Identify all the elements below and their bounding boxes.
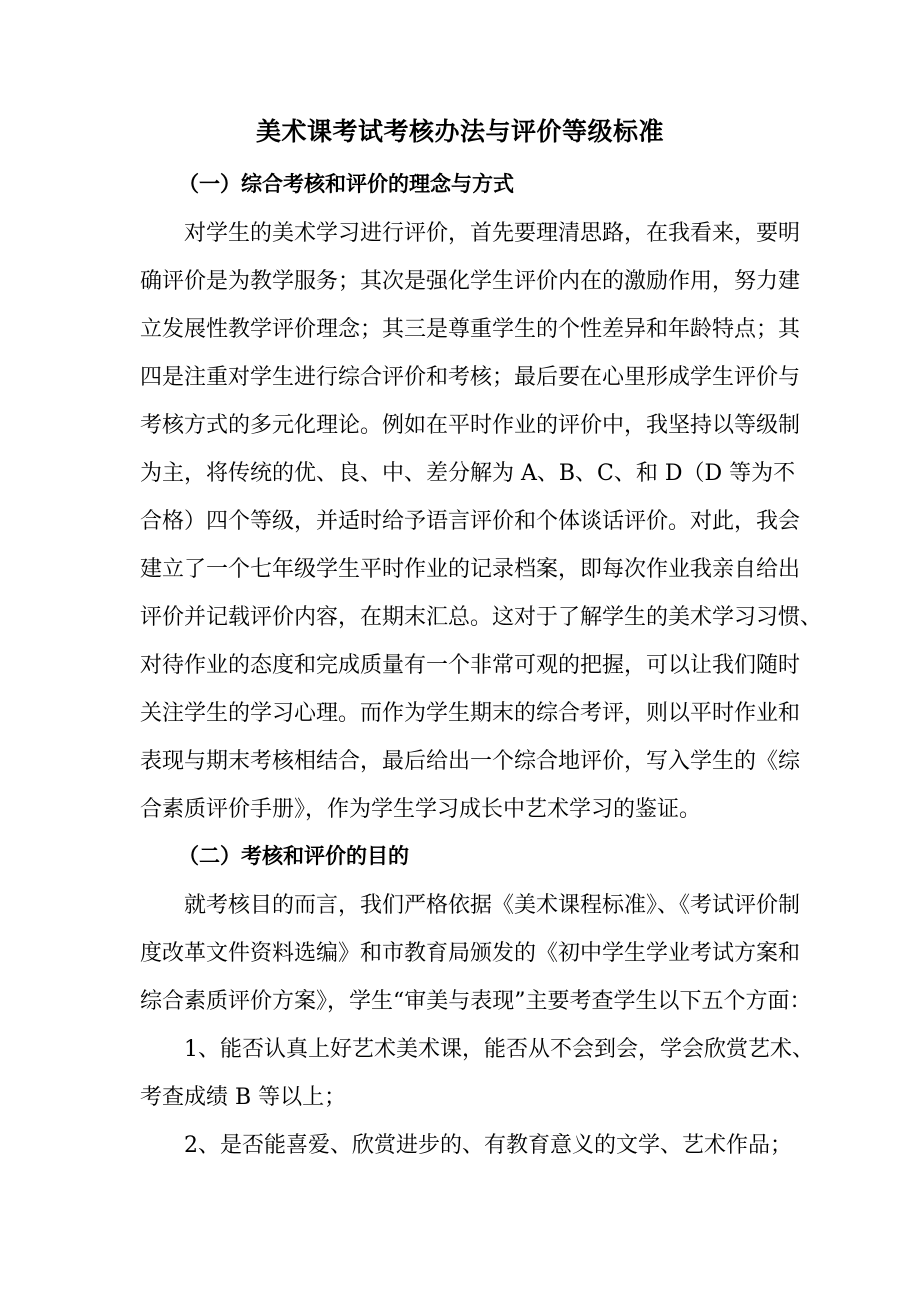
paragraph-line: 考查成绩 B 等以上； — [140, 1085, 347, 1110]
list-item-2 — [140, 1122, 792, 1170]
paragraph-line: 度改革文件资料选编》和市教育局颁发的《初中学生学业考试方案和 — [140, 941, 801, 966]
section-1-paragraph — [140, 210, 823, 834]
list-item-1 — [140, 1026, 814, 1122]
paragraph-line: 建立了一个七年级学生平时作业的记录档案，即每次作业我亲自给出 — [140, 557, 801, 582]
paragraph-line: 对待作业的态度和完成质量有一个非常可观的把握，可以让我们随时 — [140, 653, 801, 678]
paragraph-line: 综合素质评价方案》，学生“审美与表现”主要考查学生以下五个方面： — [140, 989, 812, 1014]
paragraph-line: 合格）四个等级，并适时给予语言评价和个体谈话评价。对此，我会 — [140, 509, 801, 534]
paragraph-line: 确评价是为教学服务；其次是强化学生评价内在的激励作用，努力建 — [140, 269, 801, 294]
section-heading-1: （一）综合考核和评价的理念与方式 — [178, 171, 514, 196]
document-title: 美术课考试考核办法与评价等级标准 — [255, 117, 664, 146]
paragraph-line: 2、是否能喜爱、欣赏进步的、有教育意义的文学、艺术作品； — [140, 1133, 792, 1158]
paragraph-line: 评价并记载评价内容，在期末汇总。这对于了解学生的美术学习习惯、 — [140, 605, 823, 630]
paragraph-line: 就考核目的而言，我们严格依据《美术课程标准》、《考试评价制 — [140, 893, 801, 918]
paragraph-line: 考核方式的多元化理论。例如在平时作业的评价中，我坚持以等级制 — [140, 413, 801, 438]
paragraph-line: 表现与期末考核相结合，最后给出一个综合地评价，写入学生的《综 — [140, 749, 801, 774]
paragraph-line: 关注学生的学习心理。而作为学生期末的综合考评，则以平时作业和 — [140, 701, 801, 726]
paragraph-line: 合素质评价手册》，作为学生学习成长中艺术学习的鉴证。 — [140, 797, 702, 822]
paragraph-line: 1、能否认真上好艺术美术课，能否从不会到会，学会欣赏艺术、 — [140, 1037, 814, 1062]
paragraph-line: 为主，将传统的优、良、中、差分解为 A、B、C、和 D（D 等为不 — [140, 461, 796, 486]
section-heading-2: （二）考核和评价的目的 — [178, 843, 409, 868]
paragraph-line: 对学生的美术学习进行评价，首先要理清思路，在我看来，要明 — [140, 221, 801, 246]
paragraph-line: 四是注重对学生进行综合评价和考核；最后要在心里形成学生评价与 — [140, 365, 801, 390]
section-2-intro-paragraph — [140, 882, 812, 1026]
paragraph-line: 立发展性教学评价理念；其三是尊重学生的个性差异和年龄特点；其 — [140, 317, 801, 342]
